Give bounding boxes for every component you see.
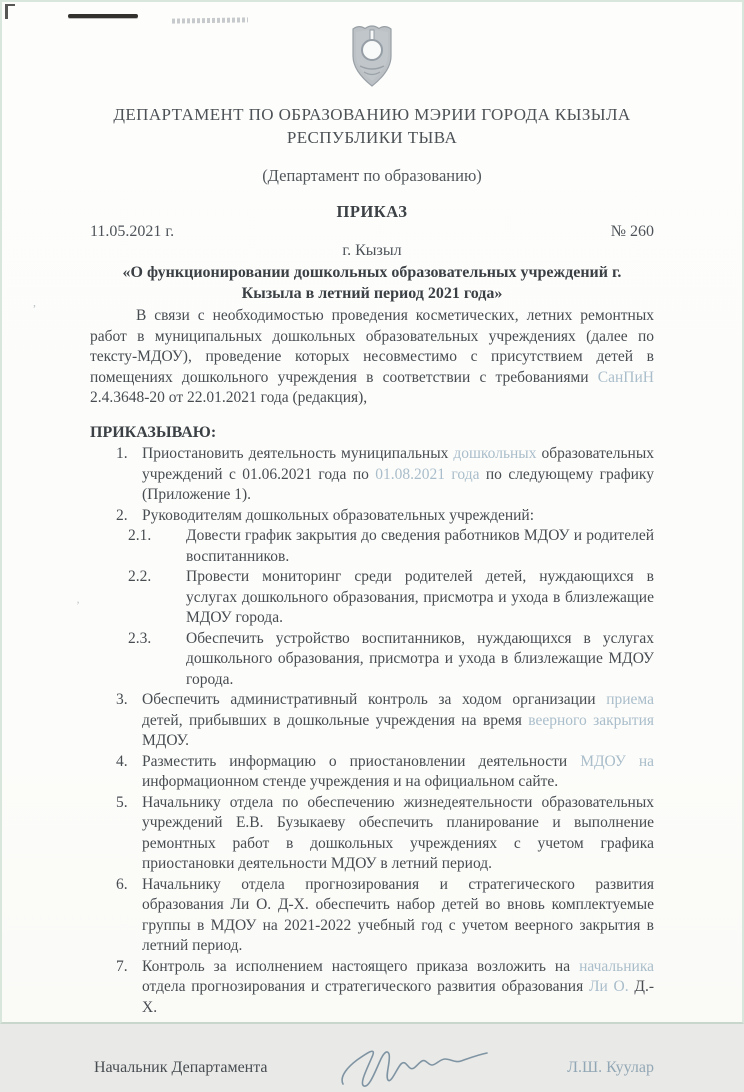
order-item-text: Приостановить деятельность муниципальных дошкольных образовательных учреждений с 01.06.2021 года по 01.08.2021 года по следующему графику (Приложение 1). (142, 445, 654, 503)
order-item-text: Контроль за исполнением настоящего приказа возложить на начальника отдела прогнозирования и стратегического развития образования Ли О. Д.-Х. (142, 957, 654, 1016)
order-item (90, 752, 654, 793)
org-name-short: (Департамент по образованию) (262, 166, 482, 185)
order-item-number: 5. (116, 793, 128, 811)
order-item-number: 3. (116, 691, 128, 708)
scan-artifact-line (68, 14, 138, 18)
order-item (90, 629, 654, 691)
order-subject (90, 262, 654, 304)
order-item (90, 526, 654, 567)
org-name-line1: ДЕПАРТАМЕНТ ПО ОБРАЗОВАНИЮ МЭРИИ ГОРОДА КЫЗЫЛА (113, 105, 631, 124)
signatory-position: Начальник Департамента (94, 1059, 268, 1076)
order-subject-line2: Кызыла в летний период 2021 года» (241, 285, 503, 302)
order-item (90, 506, 654, 527)
order-item-text: Обеспечить административный контроль за ходом организации приема детей, прибывших в дошкольные учреждения на время веерного закрытия МДОУ. (142, 691, 654, 749)
order-item (90, 793, 654, 875)
org-name (2, 103, 742, 149)
order-subject-line1: «О функционировании дошкольных образовательных учреждений г. (122, 264, 622, 281)
order-item-number: 6. (116, 875, 128, 893)
order-item-number: 7. (116, 957, 128, 975)
order-item-number: 2. (116, 506, 128, 524)
signatory-name: Л.Ш. Куулар (567, 1059, 654, 1076)
order-items (90, 444, 654, 1018)
order-item (90, 690, 654, 752)
scan-artifact-speck: ’ (76, 598, 80, 612)
order-item-number: 2.1. (128, 527, 152, 544)
order-item-number: 4. (116, 752, 128, 770)
order-item-text: Обеспечить устройство воспитанников, нуждающихся в услугах дошкольного образования, присмотра и ухода в близлежащие МДОУ города. (186, 629, 654, 688)
order-item-text: Начальнику отдела прогнозирования и стратегического развития образования Ли О. Д-Х. обеспечить набор детей во вновь комплектуемые группы в МДОУ на 2021-2022 учебный год с учетом веерного закрытия в летний период. (142, 875, 654, 954)
order-item (90, 567, 654, 629)
order-item (90, 875, 654, 957)
order-number: № 260 (610, 223, 654, 240)
order-city: г. Кызыл (342, 242, 402, 259)
order-item (90, 444, 654, 506)
city-coat-of-arms-icon (346, 22, 398, 95)
doc-type-heading: ПРИКАЗ (336, 202, 408, 221)
order-item-text: Довести график закрытия до сведения работников МДОУ и родителей воспитанников. (186, 527, 654, 565)
order-preamble: В связи с необходимостью проведения косметических, летних ремонтных работ в муниципальных дошкольных образовательных учреждениях (далее по тексту-МДОУ), проведение которых несовместимо с присутствием детей в помещениях дошкольного учреждения в соответствии с требованиями СанПиН 2.4.3648-20 от 22.01.2021 года (редакция), (90, 307, 654, 406)
order-item-text: Начальнику отдела по обеспечению жизнедеятельности образовательных учреждений Е.В. Бузыкаеву обеспечить планирование и выполнение ремонтных работ в дошкольных учреждениях с учетом графика приостановки деятельности МДОУ в летний период. (142, 793, 654, 872)
scan-artifact-corner (5, 4, 15, 19)
handwritten-signature (276, 1044, 560, 1092)
order-date: 11.05.2021 г. (90, 223, 175, 240)
order-item-number: 2.3. (128, 629, 152, 647)
order-item-number: 2.2. (128, 568, 152, 585)
order-item (90, 957, 654, 1019)
order-item-text: Руководителям дошкольных образовательных учреждений: (142, 506, 535, 524)
resolution-word: ПРИКАЗЫВАЮ: (90, 424, 217, 441)
org-name-line2: РЕСПУБЛИКИ ТЫВА (286, 128, 458, 147)
signature-block (94, 1044, 654, 1092)
order-item-number: 1. (116, 445, 128, 462)
order-item-text: Провести мониторинг среди родителей детей, нуждающихся в услугах дошкольного образования, присмотра и ухода в близлежащие МДОУ города. (186, 568, 654, 626)
order-item-text: Разместить информацию о приостановлении деятельности МДОУ на информационном стенде учреждения и на официальном сайте. (142, 752, 654, 790)
scan-artifact-speck: , (33, 295, 36, 309)
